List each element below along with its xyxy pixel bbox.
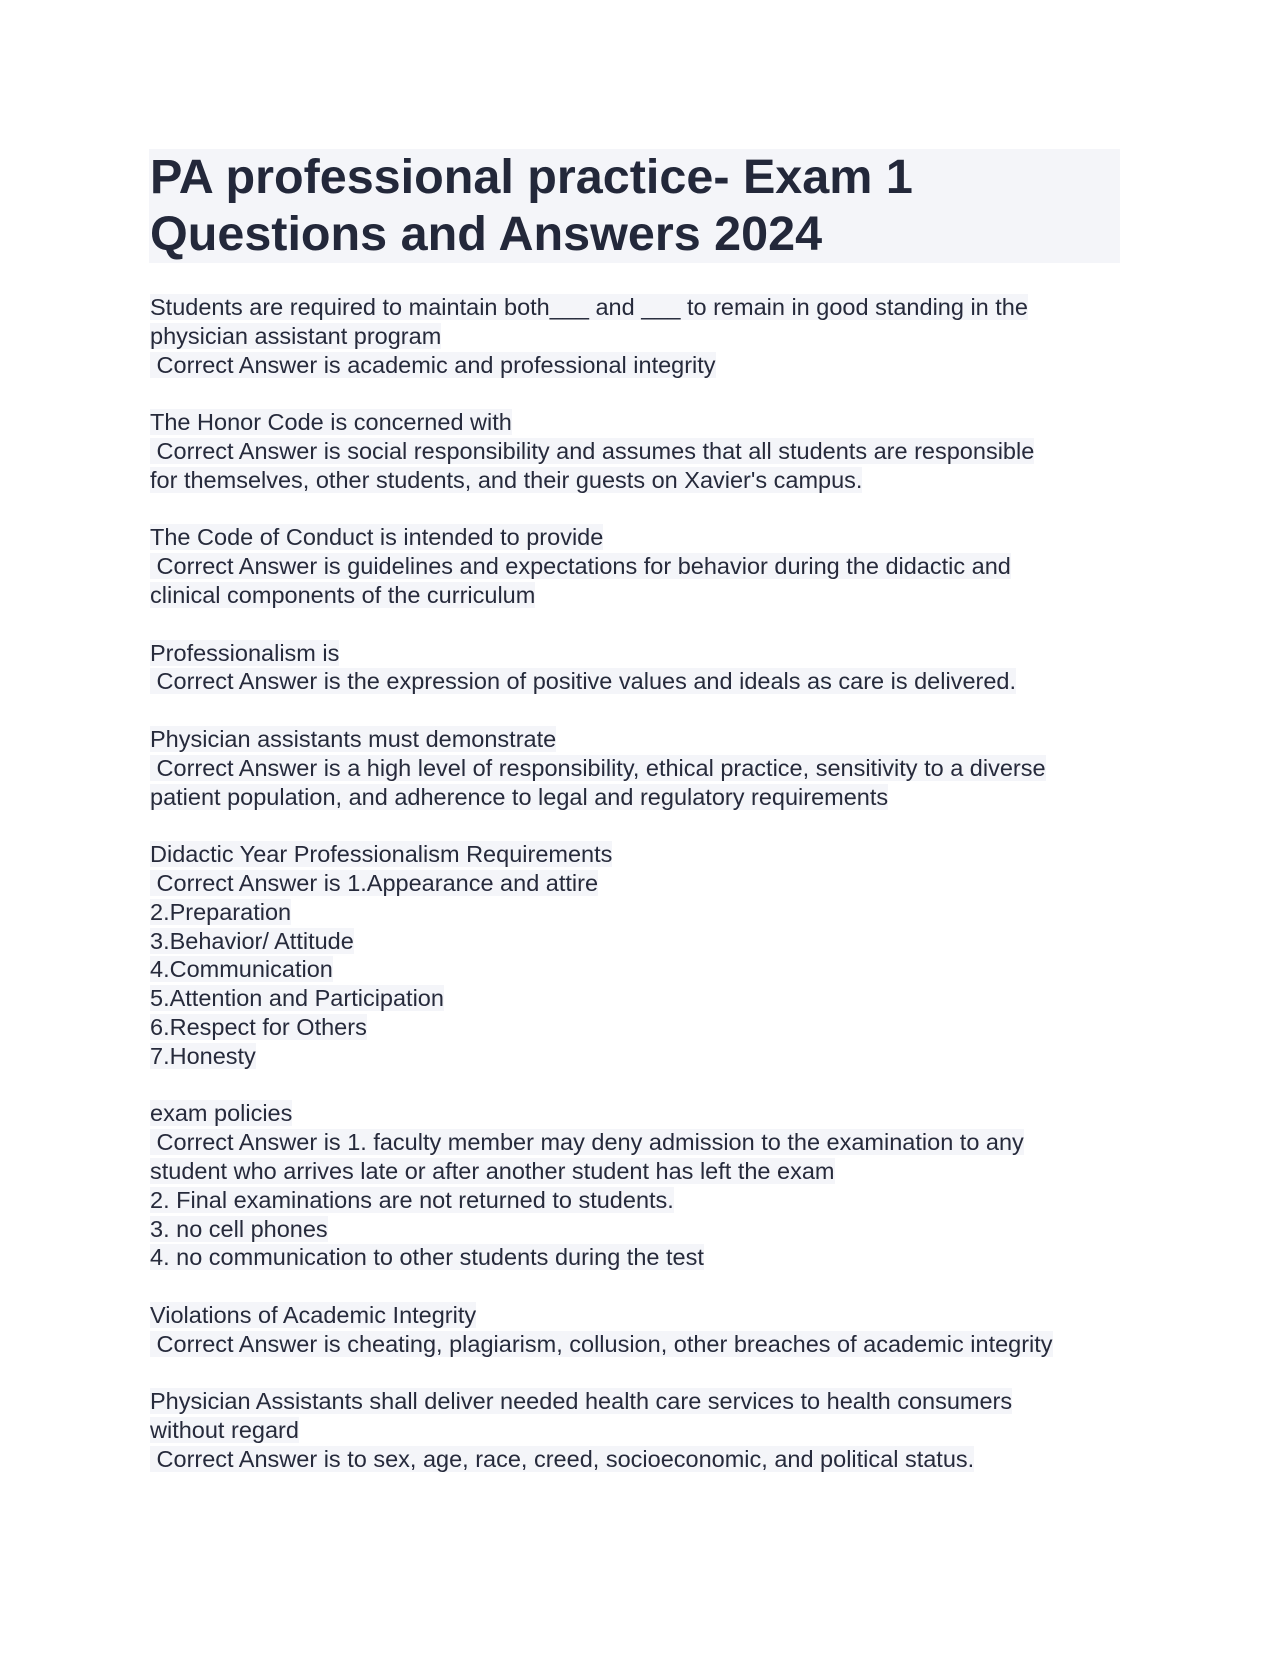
answer-text: Correct Answer is 1. faculty member may deny admission to the examination to any — [150, 1129, 1024, 1156]
answer-line — [150, 437, 1130, 466]
answer-line — [150, 581, 1130, 610]
answer-text: Correct Answer is 1.Appearance and attire — [150, 869, 599, 896]
answer-line — [150, 927, 1130, 956]
question-text: Professionalism is — [150, 639, 340, 666]
spacer — [150, 495, 1130, 524]
spacer — [150, 379, 1130, 408]
answer-text: Correct Answer is social responsibility and assumes that all students are responsible — [150, 437, 1035, 464]
question-line — [150, 639, 1130, 668]
answer-text: 2.Preparation — [150, 898, 292, 925]
answer-text: for themselves, other students, and their guests on Xavier's campus. — [150, 466, 863, 493]
document-title — [149, 149, 1120, 263]
answer-line — [150, 1013, 1130, 1042]
question-text: without regard — [150, 1417, 299, 1444]
question-text: Physician assistants must demonstrate — [150, 725, 557, 752]
qa-item — [150, 1301, 1130, 1359]
question-text: Violations of Academic Integrity — [150, 1301, 477, 1328]
question-line — [150, 322, 1130, 351]
qa-item — [150, 725, 1130, 811]
answer-text: Correct Answer is academic and professional integrity — [150, 351, 716, 378]
answer-line — [150, 783, 1130, 812]
spacer — [150, 1358, 1130, 1387]
spacer — [150, 610, 1130, 639]
answer-line — [150, 1243, 1130, 1272]
answer-text: Correct Answer is a high level of responsibility, ethical practice, sensitivity to a diverse — [150, 754, 1046, 781]
qa-item — [150, 840, 1130, 1070]
question-line — [150, 293, 1130, 322]
spacer — [150, 696, 1130, 725]
question-line — [150, 1099, 1130, 1128]
answer-text: Correct Answer is to sex, age, race, creed, socioeconomic, and political status. — [150, 1445, 975, 1472]
answer-text: 5.Attention and Participation — [150, 985, 444, 1012]
question-line — [150, 1416, 1130, 1445]
spacer — [150, 1272, 1130, 1301]
qa-item — [150, 293, 1130, 379]
answer-line — [150, 754, 1130, 783]
qa-item — [150, 523, 1130, 609]
spacer — [150, 811, 1130, 840]
qa-item — [150, 408, 1130, 494]
answer-text: 3.Behavior/ Attitude — [150, 927, 354, 954]
question-line — [150, 523, 1130, 552]
answer-line — [150, 898, 1130, 927]
qa-item — [150, 1099, 1130, 1272]
answer-text: 3. no cell phones — [150, 1215, 328, 1242]
answer-line — [150, 1157, 1130, 1186]
question-line — [150, 408, 1130, 437]
qa-list — [150, 293, 1130, 1474]
answer-line — [150, 1215, 1130, 1244]
title-line: PA professional practice- Exam 1 — [150, 150, 913, 204]
answer-text: Correct Answer is the expression of positive values and ideals as care is delivered. — [150, 668, 1017, 695]
answer-line — [150, 1128, 1130, 1157]
answer-line — [150, 984, 1130, 1013]
answer-line — [150, 955, 1130, 984]
answer-line — [150, 869, 1130, 898]
answer-text: patient population, and adherence to legal and regulatory requirements — [150, 783, 889, 810]
answer-line — [150, 1330, 1130, 1359]
answer-text: 7.Honesty — [150, 1042, 256, 1069]
qa-item — [150, 1387, 1130, 1473]
question-line — [150, 725, 1130, 754]
question-text: The Honor Code is concerned with — [150, 409, 512, 436]
answer-text: 4.Communication — [150, 956, 333, 983]
question-text: Physician Assistants shall deliver needed health care services to health consumers — [150, 1388, 1013, 1415]
title-line: Questions and Answers 2024 — [150, 207, 823, 261]
spacer — [150, 1071, 1130, 1100]
question-line — [150, 840, 1130, 869]
answer-line — [150, 667, 1130, 696]
question-line — [150, 1301, 1130, 1330]
answer-text: student who arrives late or after another student has left the exam — [150, 1157, 835, 1184]
answer-text: Correct Answer is guidelines and expectations for behavior during the didactic and — [150, 553, 1011, 580]
answer-text: clinical components of the curriculum — [150, 581, 536, 608]
answer-line — [150, 1445, 1130, 1474]
question-text: The Code of Conduct is intended to provide — [150, 524, 604, 551]
question-text: exam policies — [150, 1100, 293, 1127]
question-line — [150, 1387, 1130, 1416]
answer-line — [150, 1042, 1130, 1071]
answer-text: 6.Respect for Others — [150, 1013, 367, 1040]
question-text: Students are required to maintain both___ and ___ to remain in good standing in the — [150, 294, 1028, 320]
qa-item — [150, 639, 1130, 697]
answer-text: 2. Final examinations are not returned to students. — [150, 1186, 674, 1213]
answer-line — [150, 552, 1130, 581]
answer-line — [150, 1186, 1130, 1215]
answer-line — [150, 351, 1130, 380]
answer-line — [150, 466, 1130, 495]
question-text: Didactic Year Professionalism Requirements — [150, 841, 613, 868]
answer-text: 4. no communication to other students during the test — [150, 1244, 704, 1271]
answer-text: Correct Answer is cheating, plagiarism, collusion, other breaches of academic integrity — [150, 1330, 1053, 1357]
question-text: physician assistant program — [150, 322, 442, 349]
